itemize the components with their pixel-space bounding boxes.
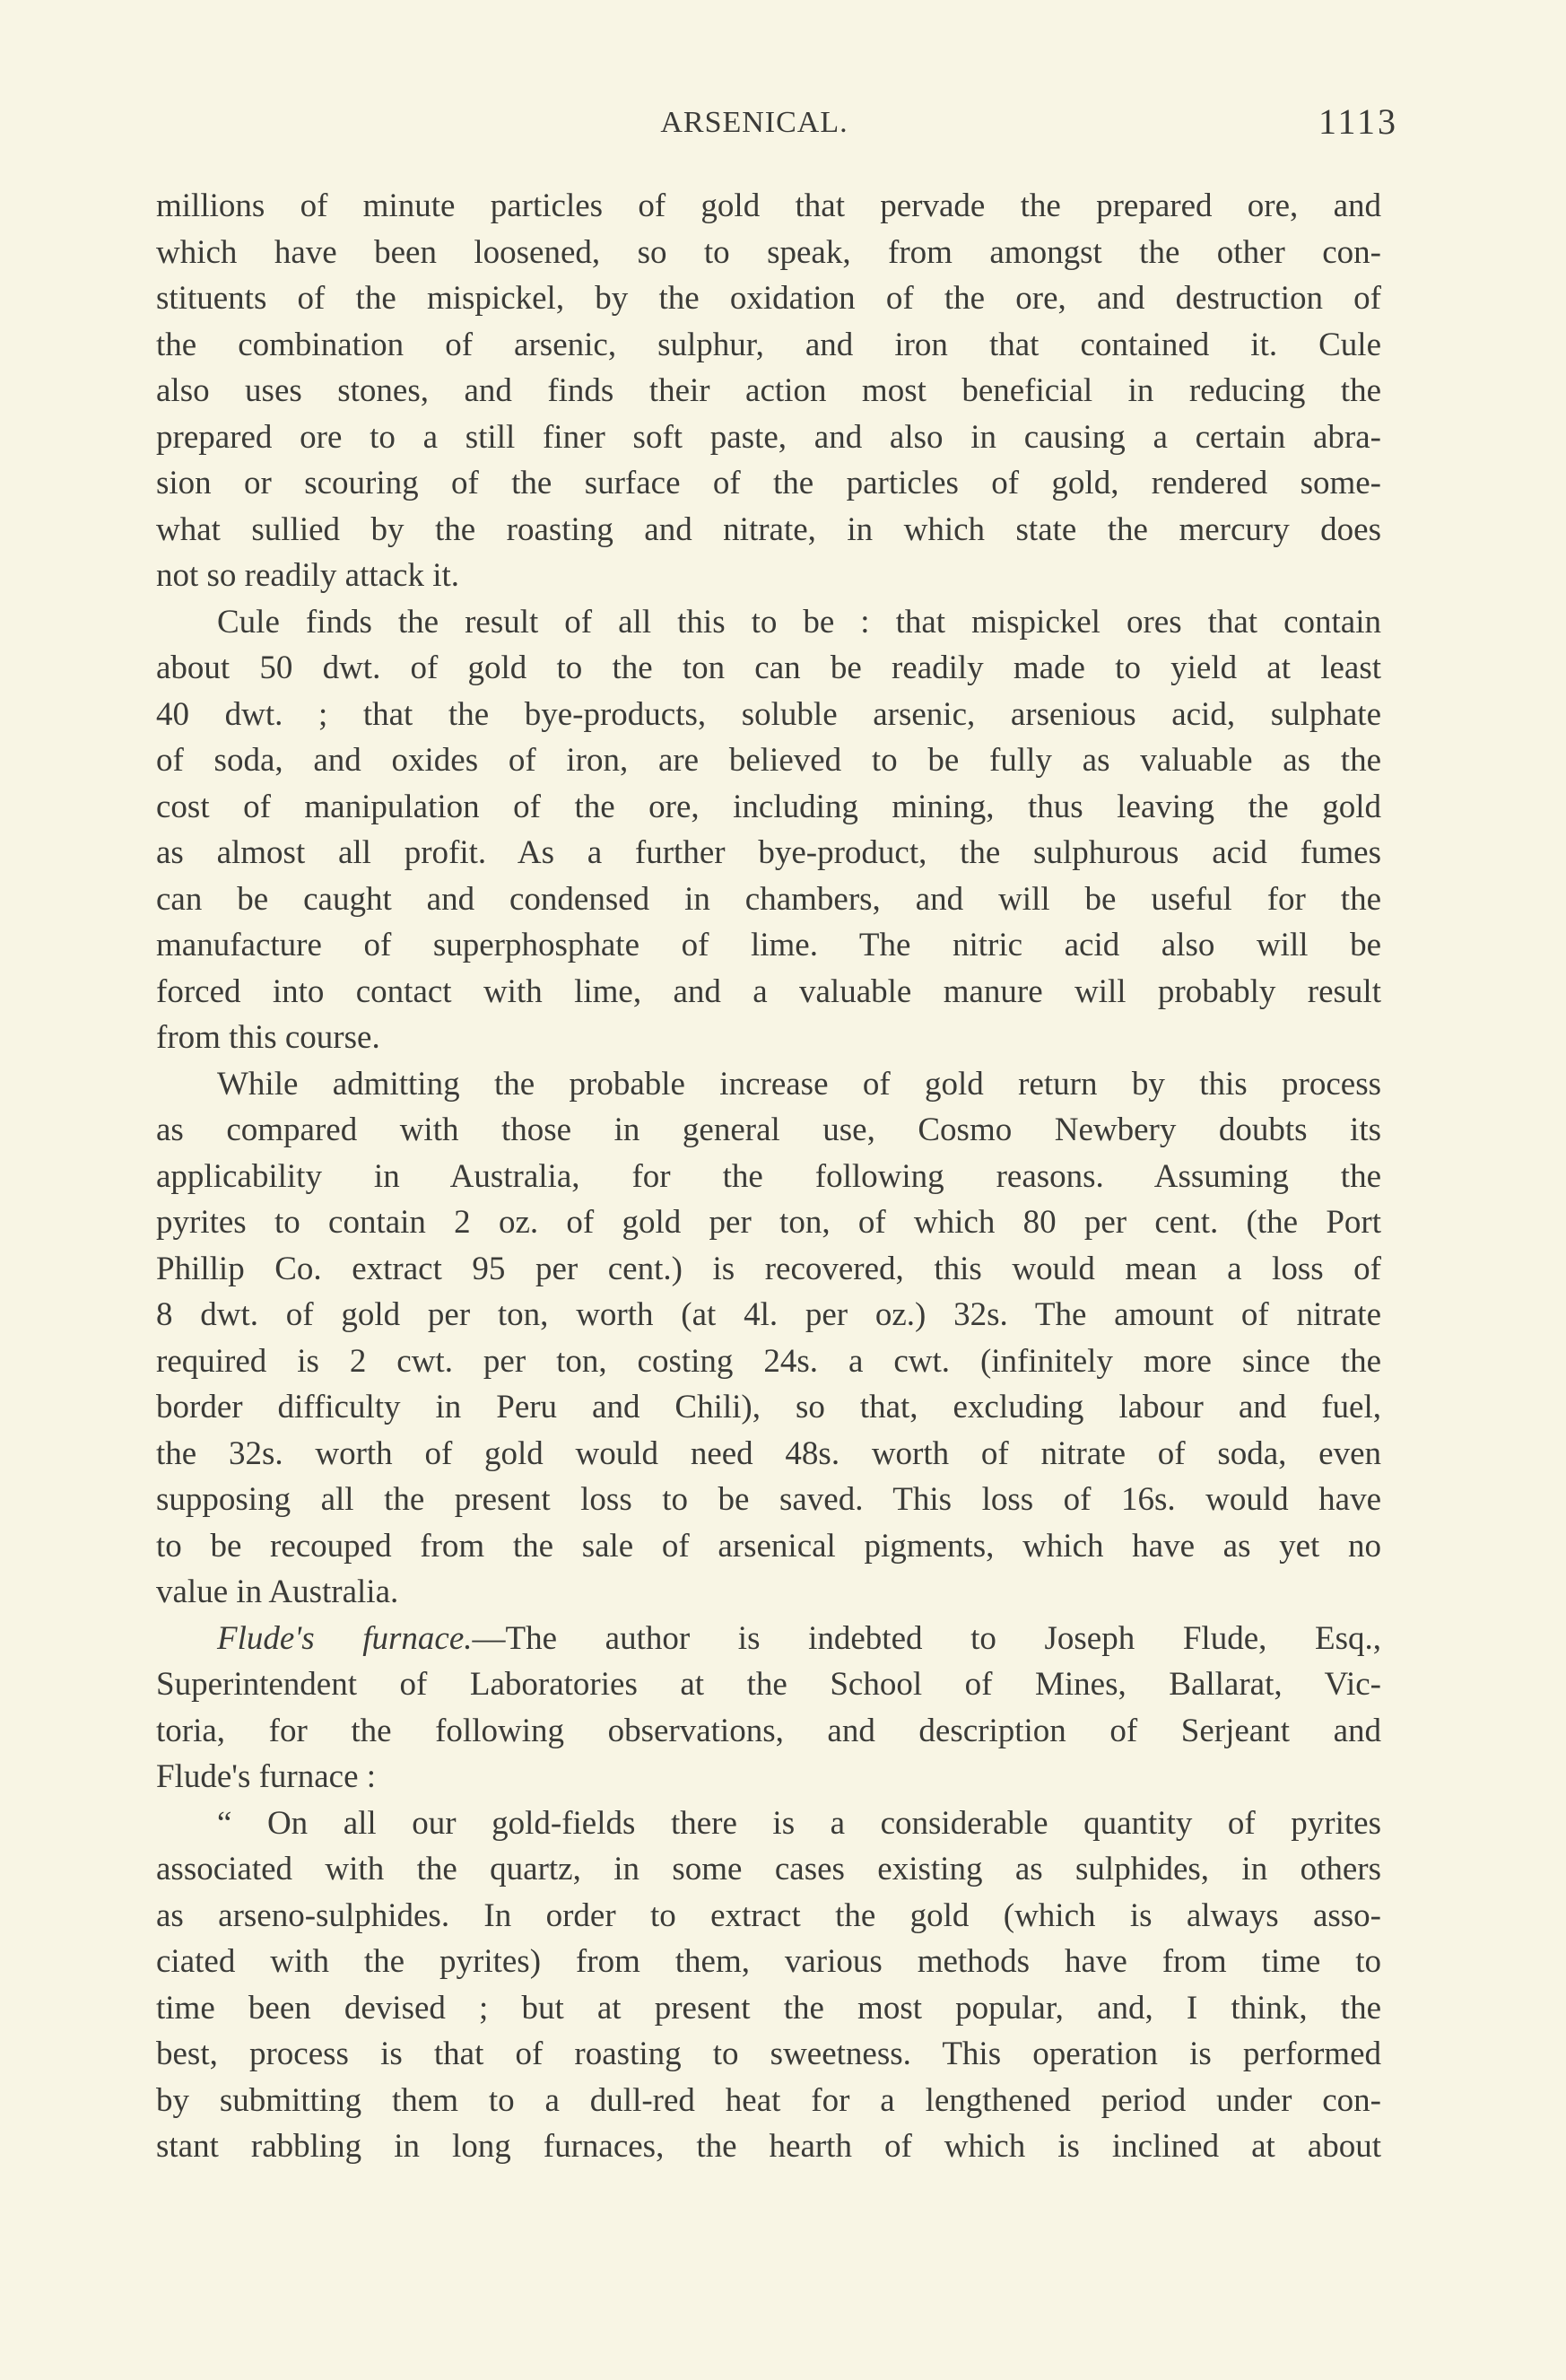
text-line	[156, 1431, 1381, 1478]
line-text: by submitting them to a dull-red heat for a lengthened period under con-	[156, 2081, 1381, 2119]
line-text: While admitting the probable increase of gold return by this process	[217, 1065, 1381, 1103]
line-text: Phillip Co. extract 95 per cent.) is recovered, this would mean a loss of	[156, 1250, 1381, 1287]
text-line	[156, 275, 1381, 322]
line-text: border difficulty in Peru and Chili), so that, excluding labour and fuel,	[156, 1389, 1381, 1425]
line-text: supposing all the present loss to be saved. This loss of 16s. would have	[156, 1481, 1381, 1518]
text-line	[156, 1015, 1381, 1061]
text-line	[156, 876, 1381, 923]
text-line	[156, 1384, 1381, 1431]
line-text: as almost all profit. As a further bye-product, the sulphurous acid fumes	[156, 834, 1381, 871]
line-text: of soda, and oxides of iron, are believed to be fully as valuable as the	[156, 742, 1381, 779]
line-text: applicability in Australia, for the following reasons. Assuming the	[156, 1157, 1381, 1195]
line-text: as arseno-sulphides. In order to extract the gold (which is always asso-	[156, 1896, 1381, 1934]
line-text: stituents of the mispickel, by the oxidation of the ore, and destruction of	[156, 280, 1381, 317]
line-text: the 32s. worth of gold would need 48s. worth of nitrate of soda, even	[156, 1434, 1381, 1472]
line-text: Flude's furnace :	[156, 1758, 377, 1795]
line-text: required is 2 cwt. per ton, costing 24s. a cwt. (infinitely more since the	[156, 1342, 1381, 1380]
text-line	[156, 414, 1381, 461]
text-line	[156, 1569, 1381, 1616]
text-line	[156, 1246, 1381, 1293]
text-line	[156, 1523, 1381, 1570]
line-text: associated with the quartz, in some cases existing as sulphides, in others	[156, 1851, 1381, 1887]
text-line	[156, 1616, 1381, 1662]
line-text: what sullied by the roasting and nitrate, in which state the mercury does	[156, 510, 1381, 548]
body-text	[156, 183, 1381, 2170]
text-line	[156, 507, 1381, 554]
running-title: ARSENICAL.	[660, 106, 848, 139]
line-text: toria, for the following observations, and description of Serjeant and	[156, 1712, 1381, 1749]
line-text: pyrites to contain 2 oz. of gold per ton, of which 80 per cent. (the Port	[156, 1204, 1381, 1241]
text-line	[156, 1061, 1381, 1108]
line-text: from this course.	[156, 1019, 380, 1056]
line-text: cost of manipulation of the ore, including mining, thus leaving the gold	[156, 788, 1381, 825]
text-line	[156, 1107, 1381, 1154]
italic-heading: Flude's furnace.	[217, 1619, 473, 1657]
text-line	[156, 1661, 1381, 1708]
line-text: time been devised ; but at present the most popular, and, I think, the	[156, 1989, 1381, 2027]
line-text: —The author is indebted to Joseph Flude, Esq.,	[472, 1619, 1381, 1657]
line-text: stant rabbling in long furnaces, the hearth of which is inclined at about	[156, 2128, 1381, 2165]
text-line	[156, 2078, 1381, 2124]
line-text: 40 dwt. ; that the bye-products, soluble arsenic, arsenious acid, sulphate	[156, 695, 1381, 733]
text-line	[156, 737, 1381, 784]
line-text: 8 dwt. of gold per ton, worth (at 4l. per oz.) 32s. The amount of nitrate	[156, 1296, 1381, 1333]
line-text: best, process is that of roasting to sweetness. This operation is performed	[156, 2036, 1381, 2072]
text-line	[156, 230, 1381, 276]
text-line	[156, 1477, 1381, 1523]
text-line	[156, 2123, 1381, 2170]
text-line	[156, 1292, 1381, 1338]
text-line	[156, 1338, 1381, 1385]
text-line	[156, 460, 1381, 507]
line-text: as compared with those in general use, Cosmo Newbery doubts its	[156, 1112, 1381, 1148]
text-line	[156, 1708, 1381, 1755]
text-line	[156, 1846, 1381, 1893]
text-line	[156, 2031, 1381, 2078]
text-line	[156, 969, 1381, 1016]
text-line	[156, 1800, 1381, 1847]
text-line	[156, 645, 1381, 692]
line-text: to be recouped from the sale of arsenical pigments, which have as yet no	[156, 1527, 1381, 1565]
text-line	[156, 1939, 1381, 1985]
line-text: which have been loosened, so to speak, from amongst the other con-	[156, 233, 1381, 271]
line-text: prepared ore to a still finer soft paste, and also in causing a certain abra-	[156, 418, 1381, 456]
line-text: about 50 dwt. of gold to the ton can be readily made to yield at least	[156, 649, 1381, 686]
text-line	[156, 1985, 1381, 2032]
text-line	[156, 1199, 1381, 1246]
line-text: “ On all our gold-fields there is a considerable quantity of pyrites	[217, 1804, 1381, 1842]
text-line	[156, 1754, 1381, 1800]
text-line	[156, 322, 1381, 369]
text-line	[156, 183, 1381, 230]
line-text: sion or scouring of the surface of the particles of gold, rendered some-	[156, 465, 1381, 501]
text-line	[156, 1154, 1381, 1200]
line-text: not so readily attack it.	[156, 557, 460, 594]
line-text: Cule finds the result of all this to be : that mispickel ores that contain	[217, 603, 1381, 641]
line-text: forced into contact with lime, and a valuable manure will probably result	[156, 972, 1381, 1010]
line-text: manufacture of superphosphate of lime. The nitric acid also will be	[156, 927, 1381, 963]
line-text: value in Australia.	[156, 1574, 399, 1610]
text-line	[156, 368, 1381, 414]
line-text: ciated with the pyrites) from them, various methods have from time to	[156, 1943, 1381, 1980]
line-text: Superintendent of Laboratories at the School of Mines, Ballarat, Vic-	[156, 1666, 1381, 1703]
text-line	[156, 553, 1381, 599]
text-line	[156, 692, 1381, 738]
line-text: millions of minute particles of gold that pervade the prepared ore, and	[156, 187, 1381, 224]
text-line	[156, 922, 1381, 969]
page-number: 1113	[1318, 101, 1399, 142]
text-line	[156, 784, 1381, 831]
line-text: the combination of arsenic, sulphur, and iron that contained it. Cule	[156, 326, 1381, 363]
text-line	[156, 599, 1381, 646]
text-line	[156, 1893, 1381, 1940]
text-line	[156, 830, 1381, 876]
line-text: can be caught and condensed in chambers, and will be useful for the	[156, 880, 1381, 918]
line-text: also uses stones, and finds their action most beneficial in reducing the	[156, 372, 1381, 409]
